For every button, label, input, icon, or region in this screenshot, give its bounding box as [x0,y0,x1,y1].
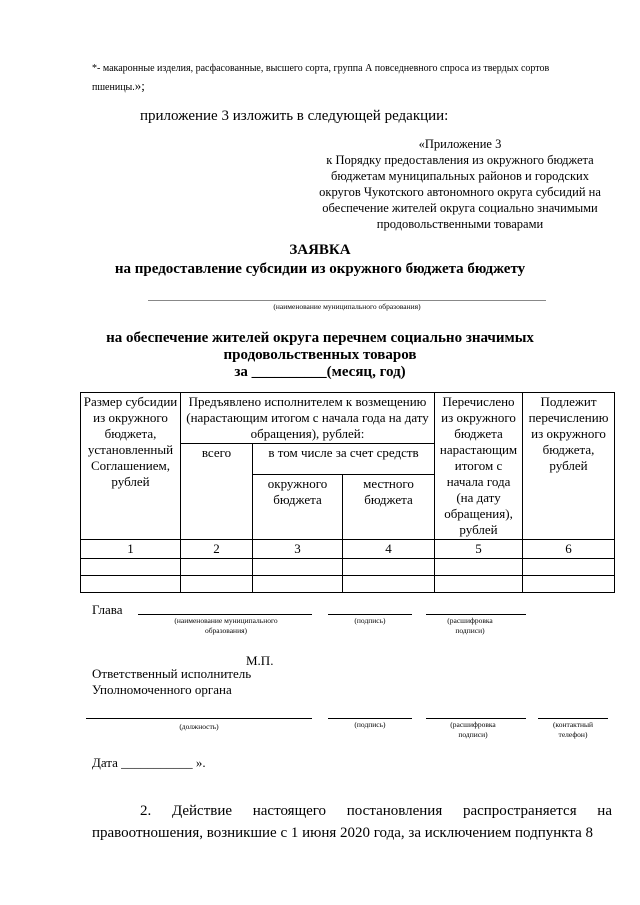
paragraph-word: постановления [346,803,443,819]
table-cell [81,576,181,593]
paragraph-word: Действие [171,803,233,819]
table-cell [343,576,435,593]
column-number: 5 [435,540,523,559]
column-number: 3 [253,540,343,559]
paragraph-2-line-2: правоотношения, возникшие с 1 июня 2020 года, за исключением подпункта 8 [92,825,593,841]
appendix-line: к Порядку предоставления из окружного бюджета [326,153,594,167]
header-total: всего [181,444,253,540]
document-subheading: на предоставление субсидии из окружного бюджета бюджету [114,261,526,277]
date-field [92,755,206,771]
date-blank: ___________ ». [121,755,206,770]
table-cell [181,559,253,576]
table-cell [181,576,253,593]
appendix-line: обеспечение жителей округа социально значимыми [322,201,598,215]
resp-decoding-caption: (расшифровка подписи) [450,720,496,739]
head-signature-caption: (подпись) [354,616,386,625]
responsible-line-2: Уполномоченного органа [92,682,232,697]
position-caption: (должность) [179,722,219,731]
resp-signature-line [328,718,412,719]
application-table [80,392,615,593]
paragraph-2 [92,800,612,844]
responsible-line-1: Ответственный исполнитель [92,666,252,681]
appendix-line: округов Чукотского автономного округа субсидий на [319,185,601,199]
head-municipal-caption: (наименование муниципального образования) [174,616,278,635]
resp-decoding-line [426,718,526,719]
column-number: 1 [81,540,181,559]
table-cell [253,559,343,576]
header-subsidy-amount: Размер субсидии из окружного бюджета, установленный Соглашением, рублей [81,393,181,540]
table-row [81,576,615,593]
head-signature-line [328,614,412,615]
appendix-line: продовольственными товарами [376,217,544,231]
table-cell [523,576,615,593]
intro-paragraph: приложение 3 изложить в следующей редакции: [140,108,449,124]
table-row [81,559,615,576]
appendix-line: «Приложение 3 [418,137,502,151]
purpose-line-1: на обеспечение жителей округа перечнем социально значимых [106,330,534,346]
resp-signature-caption: (подпись) [354,720,386,729]
table-cell [81,559,181,576]
contact-caption: (контактный телефон) [552,720,594,739]
head-decoding-line [426,614,526,615]
table-cell [523,559,615,576]
appendix-header [300,136,620,232]
contact-line [538,718,608,719]
header-district-budget: окружного бюджета [253,475,343,540]
footnote-end: »; [134,78,145,93]
footnote [92,60,602,96]
position-line [86,718,312,719]
stamp-place: М.П. [246,653,274,668]
municipal-name-caption: (наименование муниципального образования) [273,302,421,311]
column-number: 6 [523,540,615,559]
municipal-name-line [148,300,546,301]
header-local-budget: местного бюджета [343,475,435,540]
header-to-transfer: Подлежит перечислению из окружного бюджета, рублей [523,393,615,540]
document-heading: ЗАЯВКА [289,242,351,258]
appendix-line: бюджетам муниципальных районов и городских [331,169,589,183]
head-decoding-caption: (расшифровка подписи) [447,616,493,635]
footnote-text: *- макаронные изделия, расфасованные, высшего сорта, группа А повседневного спроса из твердых сортов пшеницы. [92,63,550,93]
table-cell [435,559,523,576]
paragraph-word: распространяется [462,803,577,819]
header-including: в том числе за счет средств [253,444,435,475]
purpose-line-2: продовольственных товаров [223,347,417,363]
column-number: 4 [343,540,435,559]
table-cell [343,559,435,576]
paragraph-word: настоящего [252,803,327,819]
paragraph-word: на [597,803,612,819]
paragraph-2-line-1 [92,800,612,822]
head-label: Глава [92,602,123,617]
date-label: Дата [92,755,118,770]
header-transferred: Перечислено из окружного бюджета нарастающим итогом с начала года (на дату обращения), рублей [435,393,523,540]
column-number: 2 [181,540,253,559]
paragraph-number: 2. [140,803,152,819]
table-cell [253,576,343,593]
period-line: за __________(месяц, год) [234,364,406,380]
table-row-numbers [81,540,615,559]
table-cell [435,576,523,593]
head-municipal-line [138,614,312,615]
header-claimed: Предъявлено исполнителем к возмещению (нарастающим итогом с начала года на дату обращения), рублей: [181,393,435,444]
